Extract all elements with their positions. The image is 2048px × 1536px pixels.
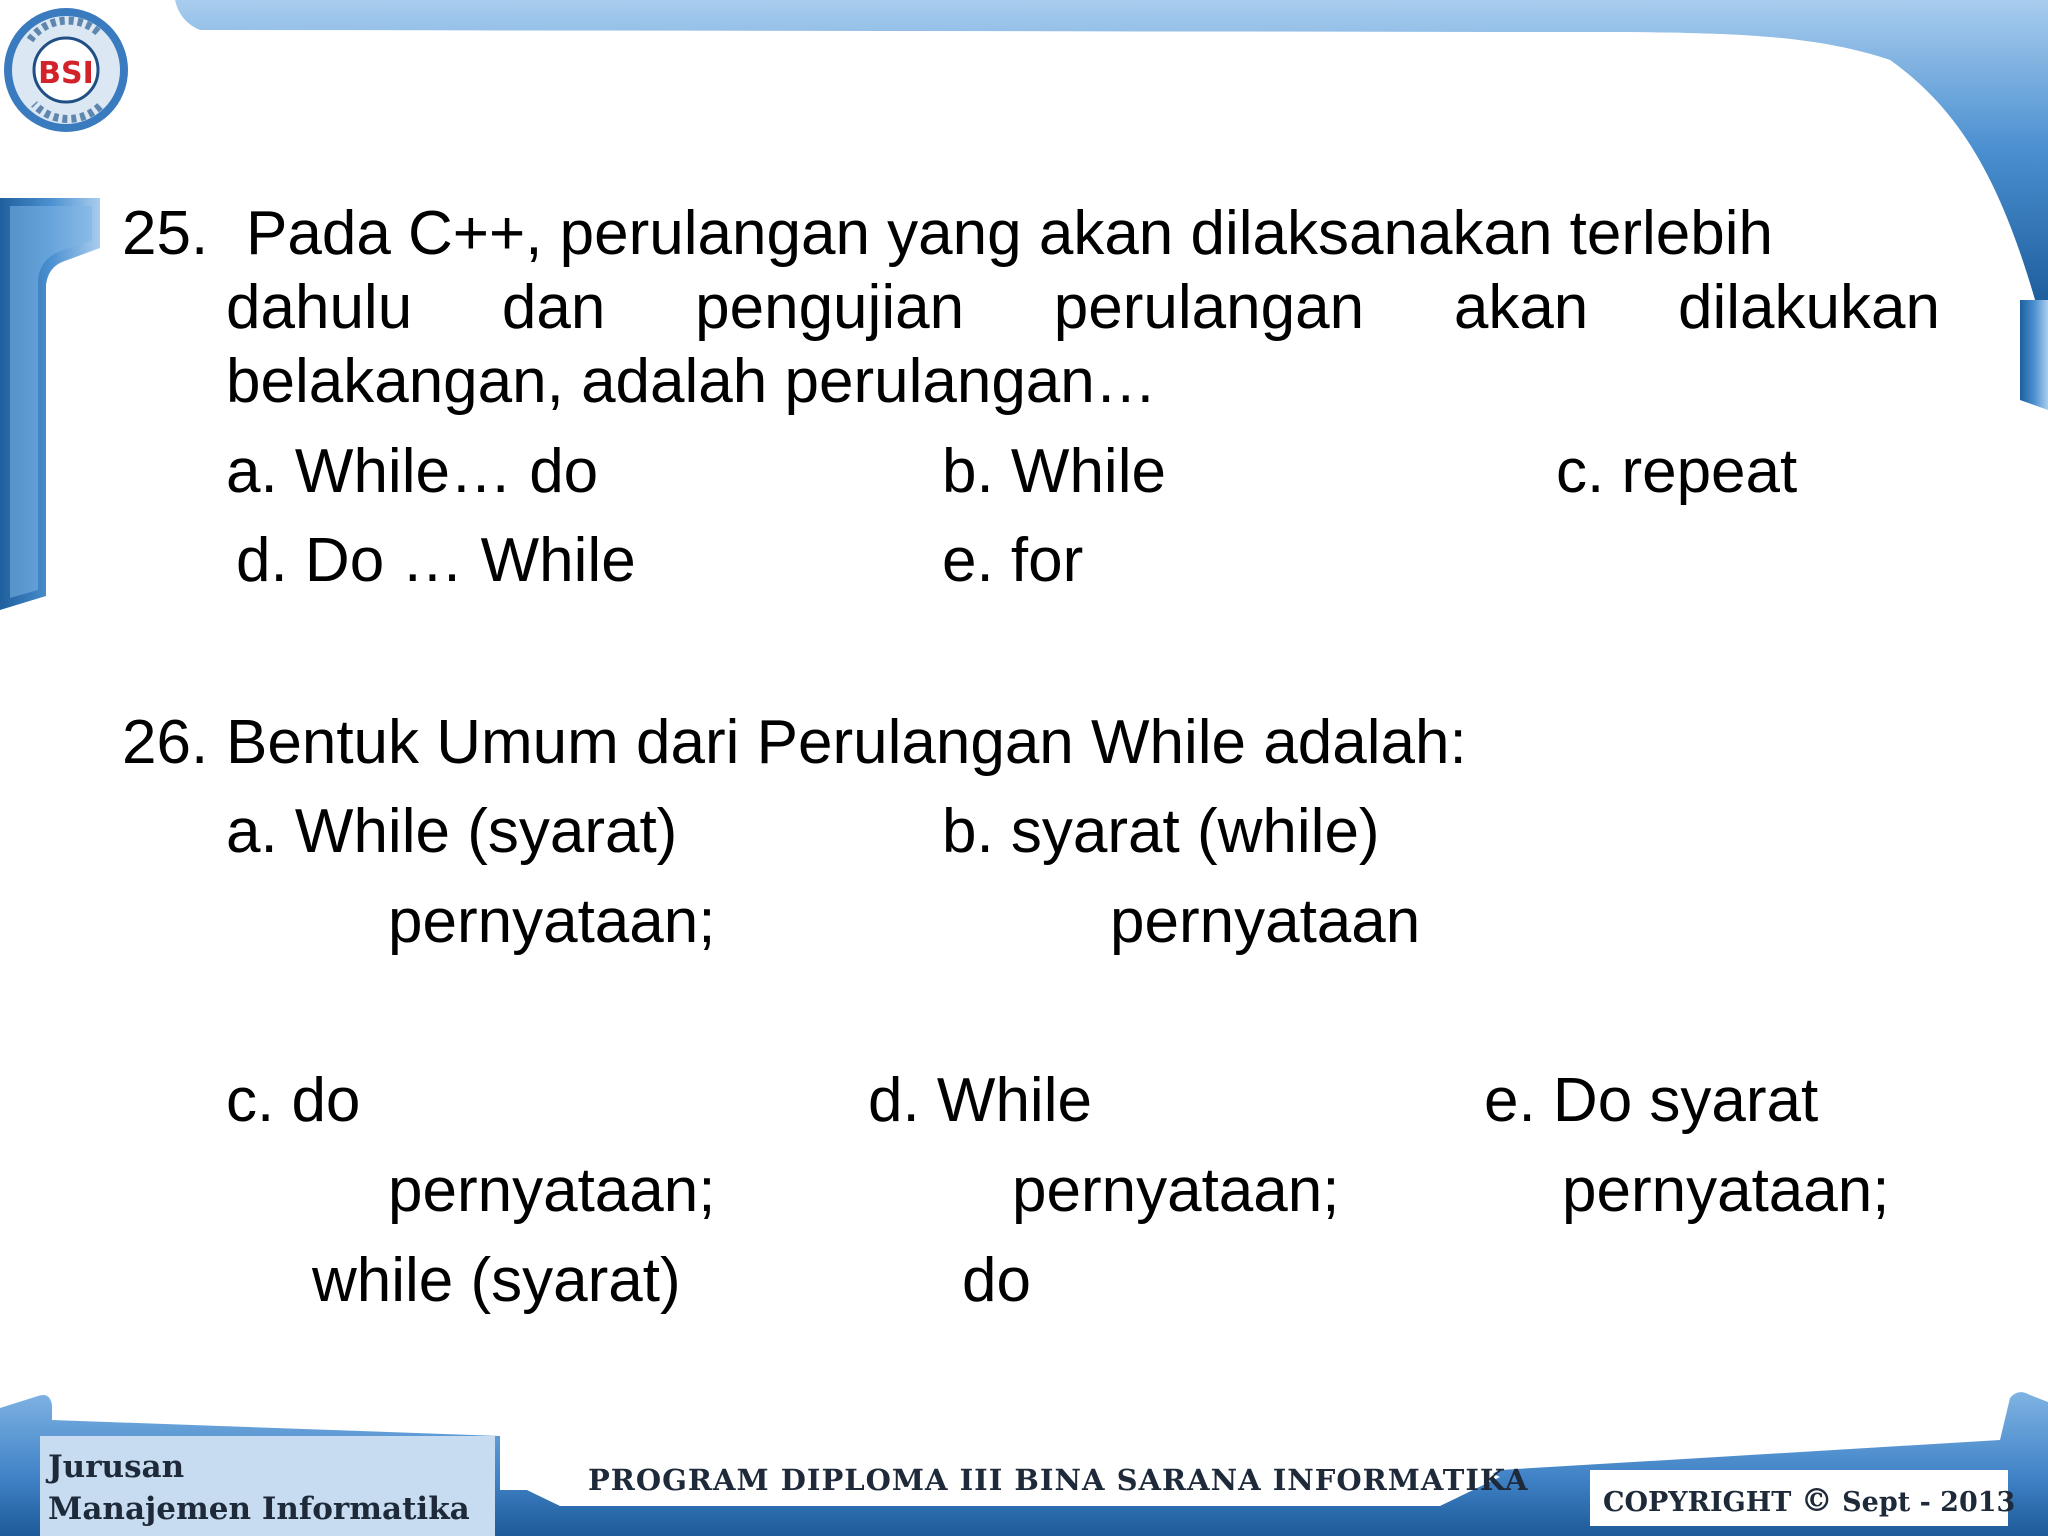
bsi-logo <box>0 0 140 150</box>
q26-option-d-line1: d. While <box>868 1066 1092 1135</box>
q25-text-line2: dahulu dan pengujian perulangan akan dilakukan <box>226 273 1940 342</box>
q25-number: 25. <box>122 199 209 268</box>
q26-option-b-line2: pernyataan <box>1110 887 1421 956</box>
q25-option-e: e. for <box>942 526 1084 595</box>
q25-text-line3: belakangan, adalah perulangan… <box>226 347 1157 416</box>
footer-program-title: PROGRAM DIPLOMA III BINA SARANA INFORMATIKA <box>588 1463 1529 1497</box>
q25-option-b: b. While <box>942 437 1166 506</box>
logo-mark-text: BSI <box>38 56 94 91</box>
q26-number: 26. <box>122 708 209 777</box>
footer-dept-line2: Manajemen Informatika <box>48 1491 470 1527</box>
footer-copyright <box>1603 1481 2015 1519</box>
copyright-icon: © <box>1800 1481 1833 1519</box>
q26-option-c-line1: c. do <box>226 1066 361 1135</box>
q25-option-a: a. While… do <box>226 437 599 506</box>
copyright-date: Sept - 2013 <box>1842 1487 2016 1518</box>
q26-option-b-line1: b. syarat (while) <box>942 797 1380 866</box>
q25-text-line1: Pada C++, perulangan yang akan dilaksanakan terlebih <box>246 199 1773 268</box>
q25-option-d: d. Do … While <box>236 526 636 595</box>
q26-option-a-line2: pernyataan; <box>388 887 716 956</box>
q26-option-e-line2: pernyataan; <box>1562 1156 1890 1225</box>
q26-option-e-line1: e. Do syarat <box>1484 1066 1819 1135</box>
copyright-label: COPYRIGHT <box>1603 1487 1792 1518</box>
q26-text: Bentuk Umum dari Perulangan While adalah: <box>226 708 1467 777</box>
q26-option-c-line3: while (syarat) <box>312 1246 681 1315</box>
frame-right-bar <box>2020 300 2048 410</box>
q26-option-d-line2: pernyataan; <box>1012 1156 1340 1225</box>
q25-option-c: c. repeat <box>1556 437 1798 506</box>
q26-option-a-line1: a. While (syarat) <box>226 797 678 866</box>
footer-dept-line1: Jurusan <box>48 1449 185 1485</box>
q26-option-d-line3: do <box>962 1246 1031 1315</box>
q26-option-c-line2: pernyataan; <box>388 1156 716 1225</box>
